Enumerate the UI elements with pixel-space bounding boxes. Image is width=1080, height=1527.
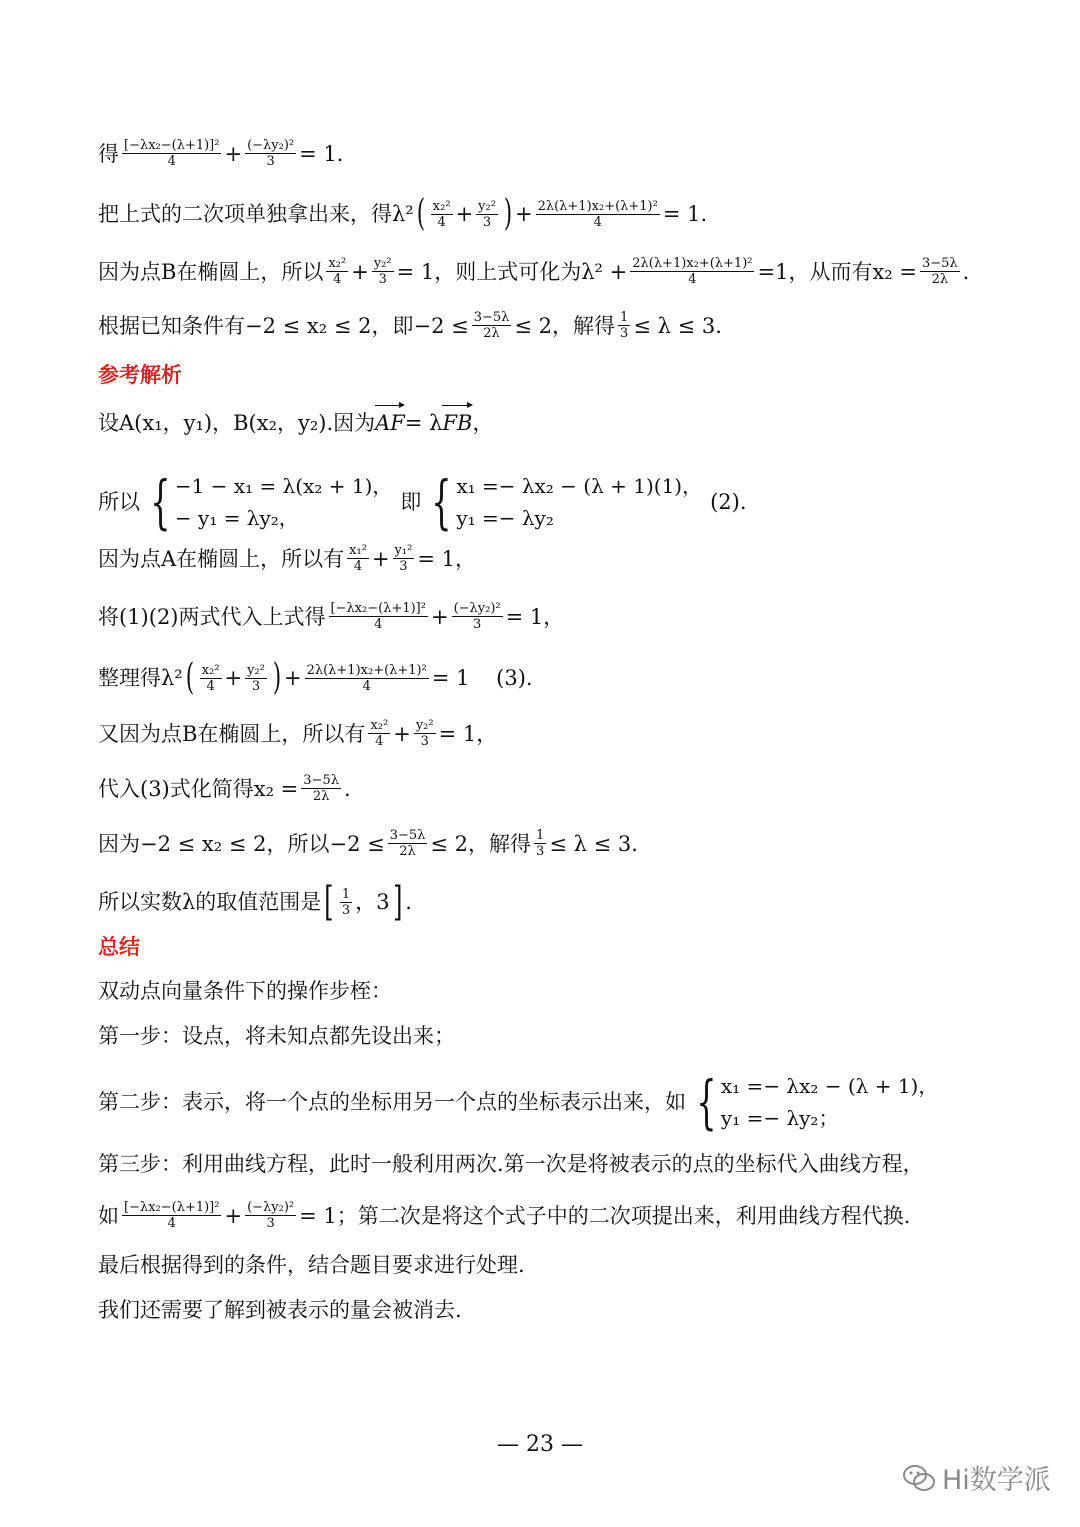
fraction xyxy=(431,199,453,230)
den: 3 xyxy=(620,326,629,341)
text: =1，从而有x₂ = xyxy=(757,259,917,284)
text: = λ xyxy=(404,411,443,435)
text: 所以实数λ的取值范围是 xyxy=(98,890,322,914)
plus: + xyxy=(351,259,369,284)
brace: { xyxy=(696,1068,717,1136)
den: 2λ xyxy=(931,272,949,287)
fraction xyxy=(920,256,960,287)
system-lines xyxy=(721,1070,938,1134)
line-18 xyxy=(98,1200,910,1231)
den: 3 xyxy=(266,1216,275,1231)
text: 设A(x₁，y₁)，B(x₂，y₂).因为 xyxy=(98,411,376,435)
den: 3 xyxy=(399,559,408,574)
num: x₂² xyxy=(201,662,220,678)
paren-open: ( xyxy=(416,193,425,234)
paren-close: ) xyxy=(272,657,282,698)
den: 3 xyxy=(266,154,275,169)
line-19: 最后根据得到的条件，结合题目要求进行处理. xyxy=(98,1253,525,1277)
line-20: 我们还需要了解到被表示的量会被消去. xyxy=(98,1298,462,1322)
den: 3 xyxy=(536,844,545,859)
num: 3−5λ xyxy=(921,256,958,271)
text: 得 xyxy=(98,141,119,166)
fraction xyxy=(476,199,498,230)
paren-close: ) xyxy=(503,193,513,234)
num: 1 xyxy=(341,886,351,902)
den: 4 xyxy=(167,1216,176,1231)
line-12 xyxy=(98,828,638,859)
num: (−λy₂)² xyxy=(247,1200,295,1215)
text: ≤ 2，解得 xyxy=(430,831,532,856)
eq: x₁ =− λx₂ − (λ + 1)， xyxy=(720,1074,939,1098)
fraction xyxy=(534,828,546,859)
num: (−λy₂)² xyxy=(453,601,501,616)
text: = 1. xyxy=(299,141,344,166)
num: x₂² xyxy=(432,198,451,214)
section-heading-analysis: 参考解析 xyxy=(98,362,182,387)
num: x₂² xyxy=(370,718,389,733)
den: 3 xyxy=(378,272,387,287)
fraction xyxy=(122,1200,221,1231)
eq: y₁ =− λy₂； xyxy=(720,1106,839,1130)
watermark-text: Hi数学派 xyxy=(942,1465,1051,1496)
fraction xyxy=(388,828,428,859)
eq: y₁ =− λy₂ xyxy=(456,506,554,530)
plus: + xyxy=(514,202,533,226)
num: 2λ(λ+1)x₂+(λ+1)² xyxy=(306,662,427,678)
line-8 xyxy=(98,601,564,632)
fraction xyxy=(340,887,352,918)
line-17: 第三步：利用曲线方程，此时一般利用两次.第一次是将被表示的点的坐标代入曲线方程， xyxy=(98,1152,924,1176)
plus: + xyxy=(371,546,390,571)
num: y₂² xyxy=(247,662,265,678)
fraction xyxy=(472,310,512,341)
vector-af: AF xyxy=(375,408,405,438)
eq: x₁ =− λx₂ − (λ + 1)(1)， xyxy=(456,474,703,498)
text: . xyxy=(343,776,351,801)
num: y₂² xyxy=(373,256,392,271)
page-number: — 23 — xyxy=(497,1432,583,1457)
num: x₁² xyxy=(349,543,367,558)
plus: + xyxy=(393,721,411,746)
den: 2λ xyxy=(483,326,500,341)
eq: −1 − x₁ = λ(x₂ + 1)， xyxy=(174,474,393,498)
text: 如 xyxy=(98,1203,119,1228)
num: (−λy₂)² xyxy=(247,138,295,153)
num: 2λ(λ+1)x₂+(λ+1)² xyxy=(537,198,658,214)
text: . xyxy=(962,259,970,284)
text: 又因为点B在椭圆上，所以有 xyxy=(98,721,366,746)
text: = 1， xyxy=(438,721,498,746)
text: 因为点A在椭圆上，所以有 xyxy=(98,546,345,571)
den: 4 xyxy=(593,214,602,230)
fraction xyxy=(326,256,348,287)
line-4 xyxy=(98,310,722,341)
brace: { xyxy=(431,468,453,536)
den: 4 xyxy=(206,678,215,694)
fraction xyxy=(305,663,429,694)
text: ≤ λ ≤ 3. xyxy=(633,313,722,338)
eq: − y₁ = λy₂， xyxy=(174,506,299,530)
fraction xyxy=(245,138,296,169)
line-16 xyxy=(98,1070,938,1134)
den: 4 xyxy=(167,154,176,169)
fraction xyxy=(618,310,630,341)
line-10 xyxy=(98,718,497,749)
den: 3 xyxy=(341,902,351,918)
text: = 1 (3). xyxy=(431,666,533,690)
den: 4 xyxy=(374,617,383,632)
den: 2λ xyxy=(312,789,330,804)
line-13 xyxy=(98,879,412,925)
fraction xyxy=(372,256,394,287)
equation-system xyxy=(423,470,702,534)
fraction xyxy=(347,543,369,574)
num: 3−5λ xyxy=(389,828,426,843)
text: = 1；第二次是将这个式子中的二次项提出来，利用曲线方程代换. xyxy=(299,1203,911,1228)
num: 1 xyxy=(536,828,545,843)
plus: + xyxy=(224,1203,243,1228)
text: (2). xyxy=(710,490,747,514)
bracket-open: [ xyxy=(324,879,334,925)
den: 3 xyxy=(420,734,429,749)
line-14: 双动点向量条件下的操作步桎： xyxy=(98,979,392,1003)
text: = 1，则上式可化为λ² + xyxy=(396,259,628,284)
system-lines xyxy=(456,470,702,534)
den: 3 xyxy=(472,617,482,632)
brace: { xyxy=(150,468,171,536)
fraction xyxy=(414,718,436,749)
num: [−λx₂−(λ+1)]² xyxy=(330,601,426,616)
plus: + xyxy=(283,666,302,690)
fraction xyxy=(393,543,415,574)
equation-system xyxy=(688,1070,938,1134)
section-heading-summary: 总结 xyxy=(98,934,140,959)
num: 3−5λ xyxy=(473,310,510,325)
den: 3 xyxy=(251,678,261,694)
text: + xyxy=(224,141,243,166)
watermark xyxy=(902,1458,1051,1497)
num: [−λx₂−(λ+1)]² xyxy=(124,138,220,153)
text: 根据已知条件有−2 ≤ x₂ ≤ 2，即−2 ≤ xyxy=(98,313,469,338)
num: y₂² xyxy=(478,198,496,214)
den: 4 xyxy=(362,678,371,694)
text: 将(1)(2)两式代入上式得 xyxy=(98,604,326,629)
text: = 1. xyxy=(662,202,708,226)
text: = 1， xyxy=(505,604,565,629)
den: 4 xyxy=(375,734,384,749)
fraction xyxy=(536,199,660,230)
fraction xyxy=(301,773,341,804)
plus: + xyxy=(455,202,474,226)
text: 第二步：表示，将一个点的坐标用另一个点的坐标表示出来，如 xyxy=(98,1090,686,1114)
den: 3 xyxy=(482,214,492,230)
line-7 xyxy=(98,543,476,574)
text: = 1， xyxy=(417,546,476,571)
line-3 xyxy=(98,256,969,287)
den: 4 xyxy=(353,559,363,574)
text: ≤ 2，解得 xyxy=(514,313,616,338)
num: x₂² xyxy=(328,256,347,271)
vector-fb: FB xyxy=(442,408,472,438)
text: 整理得λ² xyxy=(98,666,183,690)
fraction xyxy=(452,601,503,632)
wechat-icon xyxy=(902,1463,936,1493)
plus: + xyxy=(430,604,449,629)
text: . xyxy=(405,890,412,914)
line-15: 第一步：设点，将未知点都先设出来； xyxy=(98,1024,455,1048)
line-11 xyxy=(98,773,351,804)
line-2 xyxy=(98,193,708,234)
den: 4 xyxy=(333,272,342,287)
num: [−λx₂−(λ+1)]² xyxy=(124,1200,220,1215)
fraction xyxy=(630,256,754,287)
text: ，3 xyxy=(355,890,390,914)
den: 2λ xyxy=(399,844,416,859)
text: 代入(3)式化简得x₂ = xyxy=(98,776,299,801)
paren-open: ( xyxy=(185,657,194,698)
line-1 xyxy=(98,138,343,169)
fraction xyxy=(329,601,428,632)
num: y₂² xyxy=(415,718,434,733)
den: 4 xyxy=(437,214,446,230)
text: ≤ λ ≤ 3. xyxy=(549,831,638,856)
text: ， xyxy=(472,411,494,435)
fraction xyxy=(368,718,390,749)
text: 所以 xyxy=(98,490,140,514)
text: 因为−2 ≤ x₂ ≤ 2，所以−2 ≤ xyxy=(98,831,385,856)
num: 3−5λ xyxy=(303,773,339,788)
num: 1 xyxy=(620,310,629,325)
text: 即 xyxy=(400,490,422,514)
den: 4 xyxy=(688,272,697,287)
line-9 xyxy=(98,657,533,698)
bracket-close: ] xyxy=(392,879,403,925)
fraction xyxy=(122,138,221,169)
text: 因为点B在椭圆上，所以 xyxy=(98,259,324,284)
plus: + xyxy=(224,666,243,690)
fraction xyxy=(245,1200,296,1231)
num: y₁² xyxy=(394,543,413,558)
fraction xyxy=(200,663,222,694)
equation-system xyxy=(142,470,392,534)
text: 把上式的二次项单独拿出来，得λ² xyxy=(98,202,414,226)
fraction xyxy=(245,663,267,694)
system-lines xyxy=(175,470,393,534)
num: 2λ(λ+1)x₂+(λ+1)² xyxy=(632,256,753,271)
line-5 xyxy=(98,408,494,438)
line-6 xyxy=(98,470,747,534)
